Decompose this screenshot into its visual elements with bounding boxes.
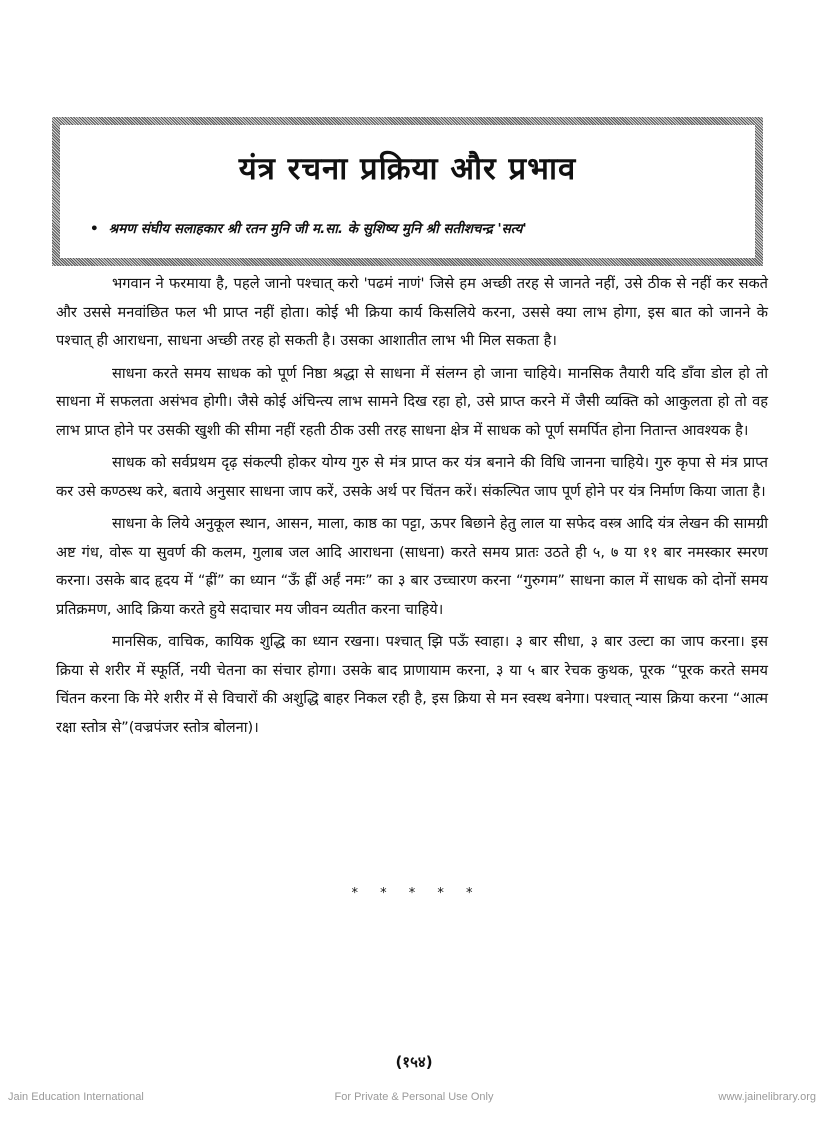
footer-publisher: Jain Education International — [8, 1091, 144, 1103]
article-body — [56, 270, 768, 746]
section-separator: * * * * * — [351, 886, 482, 901]
paragraph-4: साधना के लिये अनुकूल स्थान, आसन, माला, काष्ठ का पट्टा, ऊपर बिछाने हेतु लाल या सफेद वस्त्र आदि यंत्र लेखन की सामग्री अष्ट गंध, वोरू या सुवर्ण की कलम, गुलाब जल आदि आराधना (साधना) करते समय प्रातः उठते ही ५, ७ या ११ बार नमस्कार स्मरण करना। उसके बाद हृदय में “ह्रीं” का ध्यान “ऊँ ह्रीं अर्हं नमः” का ३ बार उच्चारण करना “गुरुगम” साधना काल में साधक को दोनों समय प्रतिक्रमण, आदि क्रिया करते हुये सदाचार मय जीवन व्यतीत करना चाहिये। — [56, 515, 768, 618]
author-line — [90, 219, 527, 237]
author-text: श्रमण संघीय सलाहकार श्री रतन मुनि जी म.सा. के सुशिष्य मुनि श्री सतीशचन्द्र 'सत्य' — [108, 221, 527, 237]
page-number: (१५४) — [395, 1053, 433, 1071]
page-title: यंत्र रचना प्रक्रिया और प्रभाव — [238, 151, 577, 187]
paragraph-1: भगवान ने फरमाया है, पहले जानो पश्चात् करो 'पढमं नाणं' जिसे हम अच्छी तरह से जानते नहीं, उसे ठीक से नहीं कर सकते और उससे मनवांछित फल भी प्राप्त नहीं होता। कोई भी क्रिया कार्य किसलिये करना, उससे क्या लाभ होगा, इस बात को जानने के पश्चात् ही आराधना, साधना अच्छी तरह हो सकती है। उसका आशातीत लाभ भी मिल सकता है। — [56, 275, 768, 349]
footer-usage-note: For Private & Personal Use Only — [334, 1091, 494, 1103]
bullet-icon: • — [90, 221, 99, 237]
footer-website-link[interactable]: www.jainelibrary.org — [718, 1091, 816, 1103]
title-box — [52, 117, 763, 266]
paragraph-2: साधना करते समय साधक को पूर्ण निष्ठा श्रद्धा से साधना में संलग्न हो जाना चाहिये। मानसिक तैयारी यदि डाँवा डोल हो तो साधना में सफलता असंभव होगी। जैसे कोई अंचिन्त्य लाभ सामने दिख रहा हो, उसे प्राप्त करने में जैसी व्यक्ति को आकुलता हो तो वह लाभ प्राप्त होने पर उसकी खुशी की सीमा नहीं रहती ठीक उसी तरह साधना क्षेत्र में साधक को पूर्ण समर्पित होना नितान्त आवश्यक है। — [56, 364, 768, 439]
paragraph-5: मानसिक, वाचिक, कायिक शुद्धि का ध्यान रखना। पश्चात् झि पऊँ स्वाहा। ३ बार सीधा, ३ बार उल्टा का जाप करना। इस क्रिया से शरीर में स्फूर्ति, नयी चेतना का संचार होगा। उसके बाद प्राणायाम करना, ३ या ५ बार रेचक कुथक, पूरक “पूरक करते समय चिंतन करना कि मेरे शरीर में से विचारों की अशुद्धि बाहर निकल रही है, इस क्रिया से मन स्वस्थ बनेगा। पश्चात् न्यास क्रिया करना “आत्म रक्षा स्तोत्र से”(वज्रपंजर स्तोत्र बोलना)। — [56, 633, 769, 736]
paragraph-3: साधक को सर्वप्रथम दृढ़ संकल्पी होकर योग्य गुरु से मंत्र प्राप्त कर यंत्र बनाने की विधि जानना चाहिये। गुरु कृपा से मंत्र प्राप्त कर उसे कण्ठस्थ करे, बताये अनुसार साधना जाप करें, उसके अर्थ पर चिंतन करें। संकल्पित जाप पूर्ण होने पर यंत्र निर्माण किया जाता है। — [56, 454, 768, 500]
